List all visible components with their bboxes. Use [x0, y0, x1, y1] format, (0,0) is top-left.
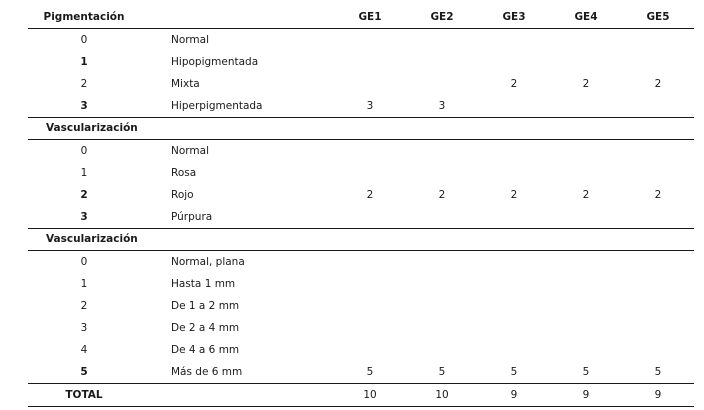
- value-cell-ge4: 2: [582, 78, 590, 90]
- value-cell-ge4: [566, 251, 606, 273]
- value-cell-ge5: [638, 29, 678, 51]
- column-header-ge3: GE3: [502, 11, 526, 23]
- value-cell-ge4: [566, 273, 606, 295]
- description-cell: Mixta: [171, 78, 200, 90]
- value-cell-ge2: [422, 295, 462, 317]
- table-row: [28, 361, 694, 383]
- value-cell-ge3: [494, 317, 534, 339]
- value-cell-ge1: [350, 29, 390, 51]
- table-row: [28, 184, 694, 206]
- description-cell: Normal, plana: [171, 256, 245, 268]
- score-cell: 3: [80, 100, 88, 112]
- table-row: [28, 206, 694, 228]
- description-cell: Púrpura: [171, 211, 213, 223]
- description-cell: De 1 a 2 mm: [171, 300, 240, 312]
- table-body: [28, 29, 694, 383]
- value-cell-ge1: [350, 295, 390, 317]
- value-cell-ge2: 5: [438, 366, 446, 378]
- value-cell-ge1: [350, 162, 390, 184]
- value-cell-ge3: [494, 339, 534, 361]
- value-cell-ge4: [566, 140, 606, 162]
- total-ge1: 10: [363, 389, 377, 401]
- value-cell-ge1: [350, 73, 390, 95]
- value-cell-ge4: [566, 206, 606, 228]
- value-cell-ge1: [350, 206, 390, 228]
- value-cell-ge3: 2: [510, 78, 518, 90]
- value-cell-ge3: [494, 273, 534, 295]
- value-cell-ge3: [494, 162, 534, 184]
- value-cell-ge2: [422, 162, 462, 184]
- value-cell-ge5: [638, 339, 678, 361]
- column-header-ge4: GE4: [574, 11, 598, 23]
- table-row: [28, 273, 694, 295]
- value-cell-ge4: [566, 295, 606, 317]
- value-cell-ge5: 2: [654, 78, 662, 90]
- value-cell-ge1: 2: [366, 189, 374, 201]
- total-ge3: 9: [510, 389, 518, 401]
- score-cell: 1: [80, 278, 88, 290]
- description-cell: Rojo: [171, 189, 194, 201]
- score-table: [28, 6, 694, 407]
- section-title: Vascularización: [46, 233, 138, 245]
- table-row: [28, 29, 694, 51]
- value-cell-ge5: [638, 162, 678, 184]
- value-cell-ge1: [350, 251, 390, 273]
- description-cell: Hasta 1 mm: [171, 278, 236, 290]
- value-cell-ge3: [494, 251, 534, 273]
- description-cell: Hipopigmentada: [171, 56, 259, 68]
- value-cell-ge5: [638, 140, 678, 162]
- column-header-ge2: GE2: [430, 11, 454, 23]
- column-header-ge1: GE1: [358, 11, 382, 23]
- value-cell-ge3: [494, 95, 534, 117]
- value-cell-ge3: 5: [510, 366, 518, 378]
- value-cell-ge1: 5: [366, 366, 374, 378]
- score-cell: 3: [80, 322, 88, 334]
- value-cell-ge2: [422, 339, 462, 361]
- total-label: TOTAL: [65, 389, 103, 401]
- value-cell-ge4: [566, 162, 606, 184]
- score-cell: 2: [80, 78, 88, 90]
- table-row: [28, 251, 694, 273]
- total-ge4: 9: [582, 389, 590, 401]
- value-cell-ge1: [350, 51, 390, 73]
- value-cell-ge2: [422, 73, 462, 95]
- value-cell-ge2: 3: [438, 100, 446, 112]
- value-cell-ge5: 5: [654, 366, 662, 378]
- table-row: [28, 162, 694, 184]
- value-cell-ge2: [422, 206, 462, 228]
- table-row: [28, 140, 694, 162]
- table-row: [28, 295, 694, 317]
- value-cell-ge2: [422, 29, 462, 51]
- score-cell: 2: [80, 189, 88, 201]
- section-title: Vascularización: [46, 122, 138, 134]
- value-cell-ge2: [422, 140, 462, 162]
- score-cell: 0: [80, 256, 88, 268]
- value-cell-ge1: [350, 273, 390, 295]
- value-cell-ge5: [638, 317, 678, 339]
- score-cell: 1: [80, 56, 88, 68]
- value-cell-ge5: [638, 206, 678, 228]
- value-cell-ge5: 2: [654, 189, 662, 201]
- score-cell: 5: [80, 366, 88, 378]
- column-header-ge5: GE5: [646, 11, 670, 23]
- score-cell: 4: [80, 344, 88, 356]
- value-cell-ge5: [638, 295, 678, 317]
- pigmentation-header: Pigmentación: [43, 11, 125, 23]
- value-cell-ge1: [350, 339, 390, 361]
- total-ge2: 10: [435, 389, 449, 401]
- value-cell-ge3: [494, 295, 534, 317]
- value-cell-ge1: [350, 140, 390, 162]
- total-ge5: 9: [654, 389, 662, 401]
- value-cell-ge2: [422, 251, 462, 273]
- description-cell: Normal: [171, 145, 209, 157]
- value-cell-ge5: [638, 273, 678, 295]
- value-cell-ge3: [494, 51, 534, 73]
- description-cell: Hiperpigmentada: [171, 100, 263, 112]
- table-header: [28, 6, 694, 29]
- section-header: [28, 117, 694, 140]
- value-cell-ge2: [422, 317, 462, 339]
- value-cell-ge4: [566, 29, 606, 51]
- description-cell: Más de 6 mm: [171, 366, 243, 378]
- score-cell: 0: [80, 145, 88, 157]
- table-row: [28, 73, 694, 95]
- value-cell-ge4: [566, 339, 606, 361]
- table-row: [28, 317, 694, 339]
- table-row: [28, 339, 694, 361]
- description-cell: De 4 a 6 mm: [171, 344, 240, 356]
- value-cell-ge4: [566, 51, 606, 73]
- value-cell-ge4: 5: [582, 366, 590, 378]
- score-cell: 0: [80, 34, 88, 46]
- section-header: [28, 228, 694, 251]
- score-cell: 1: [80, 167, 88, 179]
- value-cell-ge3: [494, 140, 534, 162]
- description-cell: De 2 a 4 mm: [171, 322, 240, 334]
- table-row: [28, 95, 694, 117]
- value-cell-ge3: [494, 29, 534, 51]
- value-cell-ge2: [422, 51, 462, 73]
- value-cell-ge2: 2: [438, 189, 446, 201]
- value-cell-ge4: 2: [582, 189, 590, 201]
- value-cell-ge4: [566, 317, 606, 339]
- value-cell-ge5: [638, 95, 678, 117]
- value-cell-ge1: [350, 317, 390, 339]
- score-cell: 2: [80, 300, 88, 312]
- value-cell-ge2: [422, 273, 462, 295]
- value-cell-ge3: 2: [510, 189, 518, 201]
- value-cell-ge4: [566, 95, 606, 117]
- score-cell: 3: [80, 211, 88, 223]
- value-cell-ge5: [638, 51, 678, 73]
- value-cell-ge1: 3: [366, 100, 374, 112]
- description-cell: Rosa: [171, 167, 197, 179]
- value-cell-ge3: [494, 206, 534, 228]
- value-cell-ge5: [638, 251, 678, 273]
- total-row: [28, 383, 694, 407]
- table-row: [28, 51, 694, 73]
- description-cell: Normal: [171, 34, 209, 46]
